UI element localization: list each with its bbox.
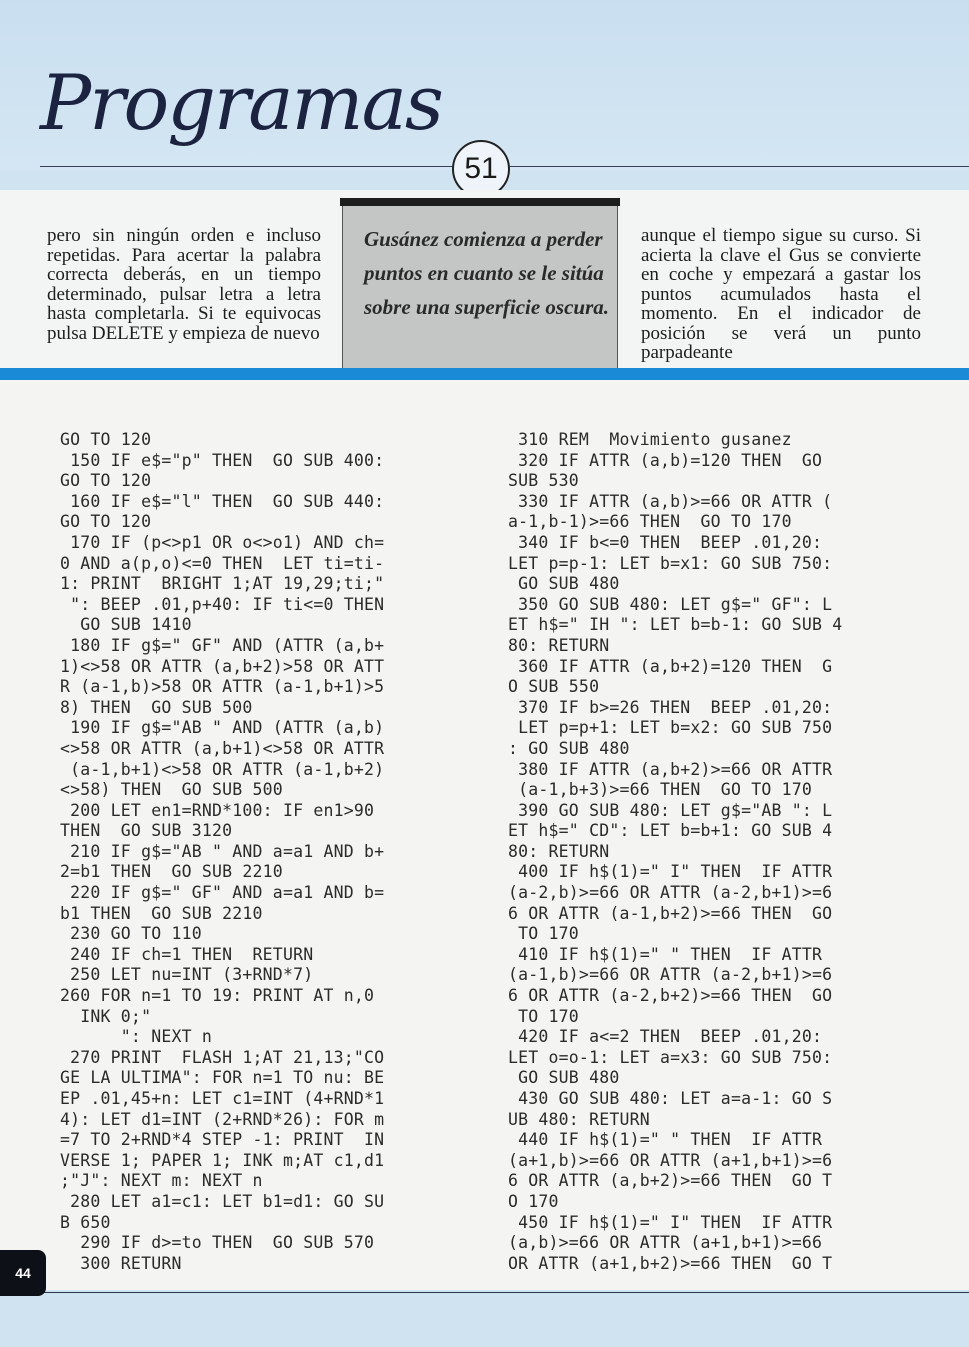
- code-line: 80: RETURN: [508, 841, 610, 861]
- code-line: GE LA ULTIMA": FOR n=1 TO nu: BE: [60, 1068, 385, 1088]
- code-line: 280 LET a1=c1: LET b1=d1: GO SU: [60, 1191, 385, 1211]
- code-line: TO 170: [508, 924, 579, 944]
- code-line: INK 0;": [60, 1006, 152, 1026]
- code-line: GO TO 120: [60, 471, 152, 491]
- code-line: LET o=o-1: LET a=x3: GO SUB 750:: [508, 1047, 833, 1067]
- code-line: 160 IF e$="l" THEN GO SUB 440:: [60, 491, 385, 511]
- code-line: 310 REM Movimiento gusanez: [508, 430, 792, 449]
- code-line: 450 IF h$(1)=" I" THEN IF ATTR: [508, 1212, 833, 1232]
- code-line: 4): LET d1=INT (2+RND*26): FOR m: [60, 1109, 385, 1129]
- code-listing-right: [508, 430, 842, 1274]
- code-line: 390 GO SUB 480: LET g$="AB ": L: [508, 800, 833, 820]
- code-line: (a-1,b)>=66 OR ATTR (a-2,b+1)>=6: [508, 965, 833, 985]
- code-line: 200 LET en1=RND*100: IF en1>90: [60, 800, 375, 820]
- code-line: <>58) THEN GO SUB 500: [60, 780, 283, 800]
- code-line: 1: PRINT BRIGHT 1;AT 19,29;ti;": [60, 574, 385, 594]
- code-listing-left: [60, 430, 384, 1274]
- code-line: B 650: [60, 1212, 111, 1232]
- code-line: EP .01,45+n: LET c1=INT (4+RND*1: [60, 1089, 385, 1108]
- code-line: 370 IF b>=26 THEN BEEP .01,20:: [508, 697, 833, 717]
- code-line: 170 IF (p<>p1 OR o<>o1) AND ch=: [60, 532, 385, 552]
- code-line: (a-1,b+1)<>58 OR ATTR (a-1,b+2): [60, 759, 385, 779]
- code-line: ": NEXT n: [60, 1027, 213, 1047]
- code-line: 250 LET nu=INT (3+RND*7): [60, 965, 314, 985]
- issue-number-badge: 51: [452, 140, 510, 198]
- code-line: 290 IF d>=to THEN GO SUB 570: [60, 1233, 375, 1253]
- code-line: ET h$=" CD": LET b=b+1: GO SUB 4: [508, 821, 833, 841]
- code-line: LET p=p-1: LET b=x1: GO SUB 750:: [508, 553, 833, 573]
- code-line: b1 THEN GO SUB 2210: [60, 903, 263, 923]
- code-line: 240 IF ch=1 THEN RETURN: [60, 944, 314, 964]
- code-line: 6 OR ATTR (a-1,b+2)>=66 THEN GO: [508, 903, 833, 923]
- blue-divider-band: [0, 368, 969, 380]
- code-line: (a-1,b+3)>=66 THEN GO TO 170: [508, 780, 813, 800]
- code-line: ": BEEP .01,p+40: IF ti<=0 THEN: [60, 594, 385, 614]
- code-line: TO 170: [508, 1006, 579, 1026]
- code-line: 0 AND a(p,o)<=0 THEN LET ti=ti-: [60, 553, 385, 573]
- code-line: 300 RETURN: [60, 1253, 182, 1273]
- code-line: UB 480: RETURN: [508, 1109, 650, 1129]
- intro-text-left: pero sin ningún orden e incluso repetidas. Para acertar la palabra correcta deberás, en un tiempo determinado, pulsar letra a letra hasta completarla. Si te equivocas pulsa DELETE y empieza de nuevo: [47, 225, 321, 344]
- code-line: R (a-1,b)>58 OR ATTR (a-1,b+1)>5: [60, 677, 385, 697]
- code-line: GO SUB 1410: [60, 615, 192, 635]
- code-line: SUB 530: [508, 471, 579, 491]
- code-line: 350 GO SUB 480: LET g$=" GF": L: [508, 594, 833, 614]
- code-line: (a-2,b)>=66 OR ATTR (a-2,b+1)>=6: [508, 883, 833, 903]
- code-line: 190 IF g$="AB " AND (ATTR (a,b): [60, 718, 385, 738]
- code-line: <>58 OR ATTR (a,b+1)<>58 OR ATTR: [60, 738, 385, 758]
- code-line: O 170: [508, 1191, 559, 1211]
- code-line: O SUB 550: [508, 677, 600, 697]
- code-line: 410 IF h$(1)=" " THEN IF ATTR: [508, 944, 823, 964]
- code-line: 6 OR ATTR (a-2,b+2)>=66 THEN GO: [508, 986, 833, 1006]
- code-line: GO TO 120: [60, 512, 152, 532]
- code-line: 330 IF ATTR (a,b)>=66 OR ATTR (: [508, 491, 833, 511]
- code-line: 400 IF h$(1)=" I" THEN IF ATTR: [508, 862, 833, 882]
- code-line: 440 IF h$(1)=" " THEN IF ATTR: [508, 1130, 823, 1150]
- code-line: 320 IF ATTR (a,b)=120 THEN GO: [508, 450, 823, 470]
- code-line: OR ATTR (a+1,b+2)>=66 THEN GO T: [508, 1253, 833, 1273]
- code-line: GO TO 120: [60, 430, 152, 449]
- section-title: Programas: [40, 58, 442, 147]
- intro-text-right: aunque el tiempo sigue su curso. Si acierta la clave el Gus se convierte en coche y empezará a gastar los puntos acumulados hasta el momento. En el indicador de posición se verá un punto parpadeante: [641, 225, 921, 363]
- code-line: 230 GO TO 110: [60, 924, 202, 944]
- code-line: 430 GO SUB 480: LET a=a-1: GO S: [508, 1089, 833, 1108]
- code-line: a-1,b-1)>=66 THEN GO TO 170: [508, 512, 792, 532]
- code-line: 80: RETURN: [508, 635, 610, 655]
- code-line: : GO SUB 480: [508, 738, 630, 758]
- callout-top-bar: [340, 198, 620, 206]
- code-line: 6 OR ATTR (a,b+2)>=66 THEN GO T: [508, 1171, 833, 1191]
- page-number: 44: [0, 1250, 46, 1296]
- code-line: GO SUB 480: [508, 574, 620, 594]
- code-line: 2=b1 THEN GO SUB 2210: [60, 862, 283, 882]
- code-line: (a,b)>=66 OR ATTR (a+1,b+1)>=66: [508, 1233, 823, 1253]
- code-line: =7 TO 2+RND*4 STEP -1: PRINT IN: [60, 1130, 385, 1150]
- code-line: 270 PRINT FLASH 1;AT 21,13;"CO: [60, 1047, 385, 1067]
- code-line: THEN GO SUB 3120: [60, 821, 233, 841]
- code-line: 360 IF ATTR (a,b+2)=120 THEN G: [508, 656, 833, 676]
- code-line: 150 IF e$="p" THEN GO SUB 400:: [60, 450, 385, 470]
- code-line: 1)<>58 OR ATTR (a,b+2)>58 OR ATT: [60, 656, 385, 676]
- code-line: LET p=p+1: LET b=x2: GO SUB 750: [508, 718, 833, 738]
- code-line: 180 IF g$=" GF" AND (ATTR (a,b+: [60, 635, 385, 655]
- code-line: 340 IF b<=0 THEN BEEP .01,20:: [508, 532, 823, 552]
- code-line: 260 FOR n=1 TO 19: PRINT AT n,0: [60, 986, 375, 1006]
- code-line: (a+1,b)>=66 OR ATTR (a+1,b+1)>=6: [508, 1150, 833, 1170]
- code-line: VERSE 1; PAPER 1; INK m;AT c1,d1: [60, 1150, 385, 1170]
- footer-divider: [0, 1292, 969, 1293]
- code-line: 380 IF ATTR (a,b+2)>=66 OR ATTR: [508, 759, 833, 779]
- code-line: 220 IF g$=" GF" AND a=a1 AND b=: [60, 883, 385, 903]
- code-line: 8) THEN GO SUB 500: [60, 697, 253, 717]
- code-line: 210 IF g$="AB " AND a=a1 AND b+: [60, 841, 385, 861]
- callout-text: Gusánez comienza a perder puntos en cuanto se le sitúa sobre una superficie oscura.: [364, 227, 610, 319]
- code-line: ET h$=" IH ": LET b=b-1: GO SUB 4: [508, 615, 843, 635]
- code-line: 420 IF a<=2 THEN BEEP .01,20:: [508, 1027, 823, 1047]
- code-line: GO SUB 480: [508, 1068, 620, 1088]
- code-line: ;"J": NEXT m: NEXT n: [60, 1171, 263, 1191]
